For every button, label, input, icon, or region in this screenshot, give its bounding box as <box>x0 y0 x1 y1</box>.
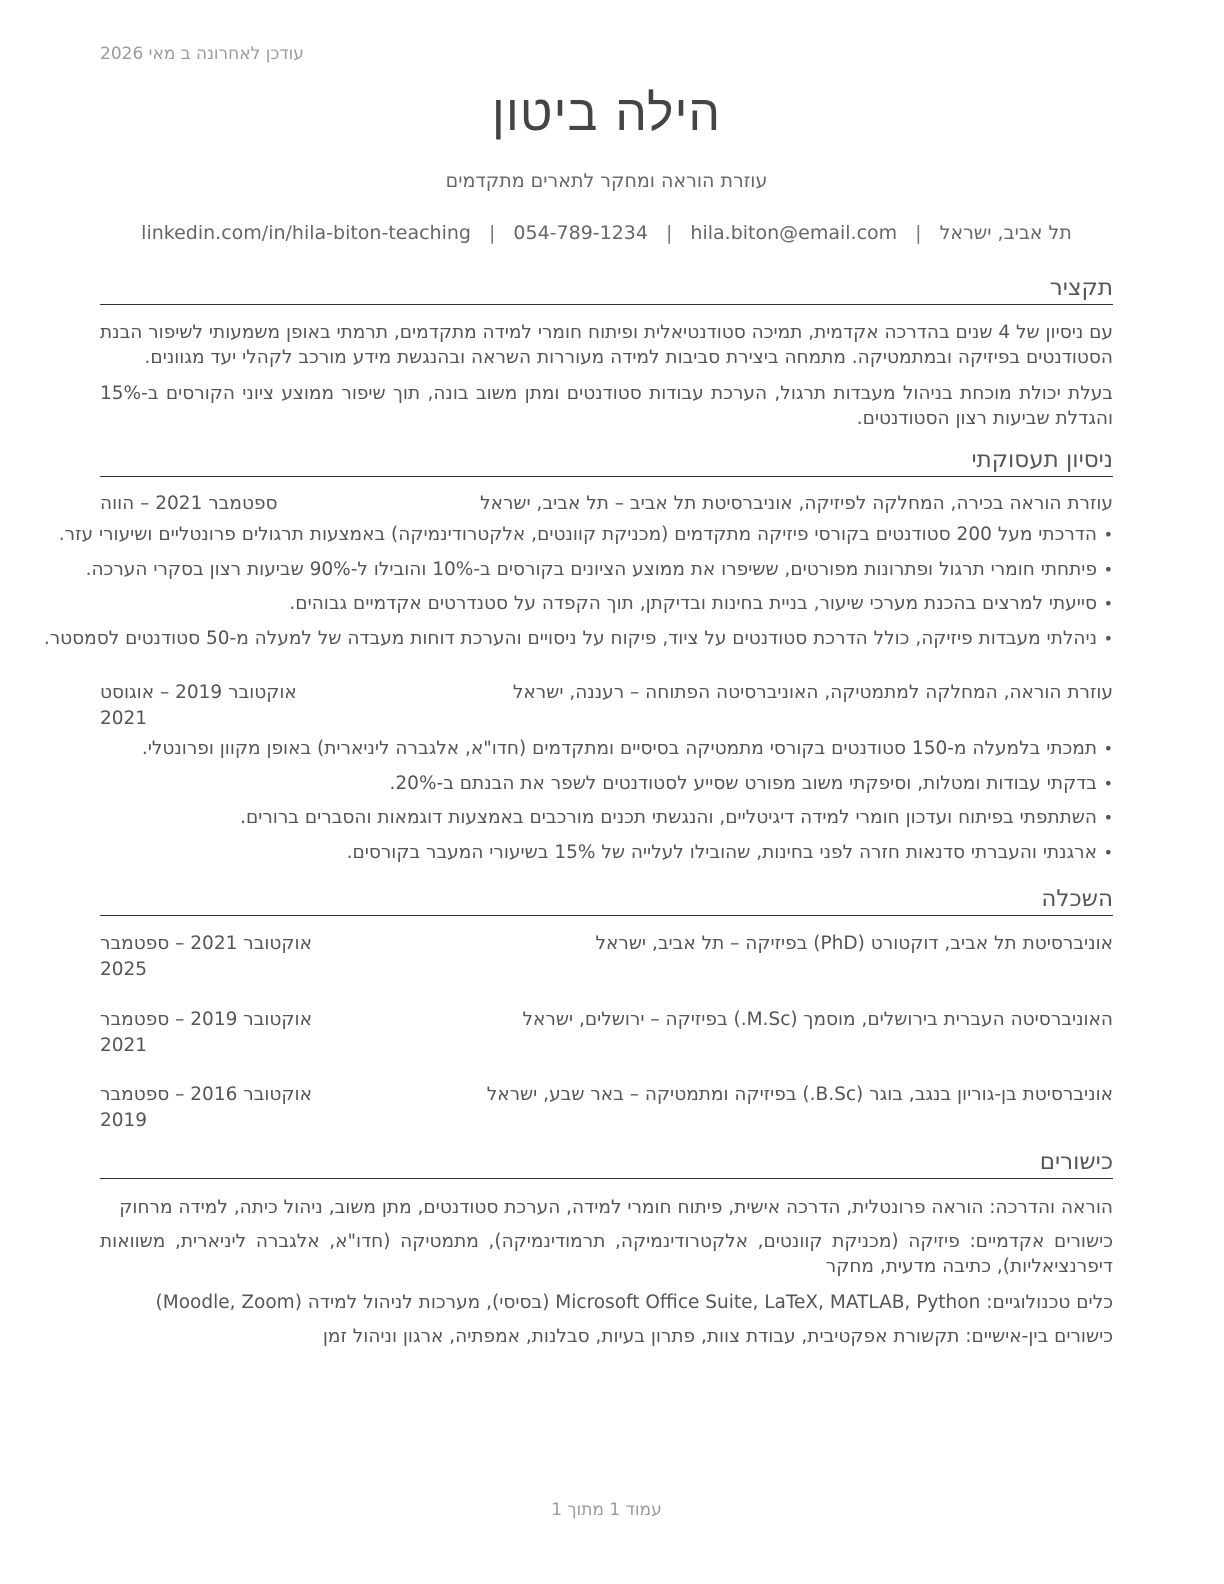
job-bullets <box>100 736 1113 874</box>
contact-email[interactable]: hila.biton@email.com <box>690 222 898 244</box>
education-date <box>100 1082 334 1134</box>
education-degree: אוניברסיטת בן-גוריון בנגב, בוגר (B.Sc.) בפיזיקה ומתמטיקה – באר שבע, ישראל <box>486 1084 1113 1105</box>
job-bullet: • בדקתי עבודות ומטלות, וסיפקתי משוב מפורט שסייע לסטודנטים לשפר את הבנתם ב-20%. <box>100 771 1113 797</box>
job-bullet: • ארגנתי והעברתי סדנאות חזרה לפני בחינות, שהובילו לעלייה של 15% בשיעורי המעבר בקורסים. <box>100 840 1113 866</box>
section-heading-experience: ניסיון תעסוקתי <box>100 445 1113 477</box>
education-item <box>100 1082 1113 1134</box>
section-heading-skills: כישורים <box>100 1147 1113 1179</box>
education-item <box>100 931 1113 983</box>
last-updated: עודכן לאחרונה ב מאי 2026 <box>100 44 304 64</box>
education-item <box>100 1007 1113 1059</box>
skills-line: הוראה והדרכה: הוראה פרונטלית, הדרכה אישית, פיתוח חומרי למידה, הערכת סטודנטים, מתן משוב, ניהול כיתה, למידה מרחוק <box>119 1197 1113 1218</box>
section-heading-education: השכלה <box>100 884 1113 916</box>
candidate-title: עוזרת הוראה ומחקר לתארים מתקדמים <box>445 170 768 192</box>
job-date-line: אוקטובר 2019 – אוגוסט <box>100 682 297 703</box>
job-bullets <box>43 522 1113 660</box>
job-date: ספטמבר 2021 – הווה <box>100 493 278 514</box>
summary-paragraph: עם ניסיון של 4 שנים בהדרכה אקדמית, תמיכה סטודנטיאלית ופיתוח חומרי למידה מתקדמים, תרמתי באופן משמעותי לשיפור הבנת הסטודנטים בפיזיקה ובמתמטיקה. מתמחה ביצירת סביבות למידה מעוררות השראה ובהנגשת מידע מורכב לקהלי יעד מגוונים. <box>100 322 1113 368</box>
job-date-line: 2021 <box>100 708 148 729</box>
section-heading-summary: תקציר <box>100 273 1113 305</box>
education-date-line: אוקטובר 2019 – ספטמבר <box>100 1009 312 1030</box>
job-date <box>100 680 334 732</box>
education-date-line: אוקטובר 2016 – ספטמבר <box>100 1084 312 1105</box>
candidate-name: הילה ביטון <box>491 84 722 142</box>
contact-phone[interactable]: 054-789-1234 <box>513 222 648 244</box>
contact-linkedin[interactable]: linkedin.com/in/hila-biton-teaching <box>141 222 471 244</box>
education-date-line: 2025 <box>100 959 148 980</box>
job-bullet: • ניהלתי מעבדות פיזיקה, כולל הדרכת סטודנטים על ציוד, פיקוח על ניסויים והערכת דוחות מעבדה של למעלה מ-50 סטודנטים לסמסטר. <box>100 626 1113 652</box>
contact-line <box>100 222 1113 244</box>
skills-line: כישורים אקדמיים: פיזיקה (מכניקת קוונטים, אלקטרודינמיקה, תרמודינמיקה), מתמטיקה (חדו"א, אלגברה ליניארית, משוואות דיפרנציאליות), כתיבה מדעית, מחקר <box>100 1231 1113 1277</box>
education-degree: אוניברסיטת תל אביב, דוקטורט (PhD) בפיזיקה – תל אביב, ישראל <box>595 933 1113 954</box>
job-bullet: • פיתחתי חומרי תרגול ופתרונות מפורטים, ששיפרו את ממוצע הציונים בקורסים ב-10% והובילו ל-90% שביעות רצון בסקרי הערכה. <box>100 557 1113 583</box>
job-bullet: • סייעתי למרצים בהכנת מערכי שיעור, בניית בחינות ובדיקתן, תוך הקפדה על סטנדרטים אקדמיים גבוהים. <box>100 591 1113 617</box>
job-header <box>100 491 1113 517</box>
skills-line: כישורים בין-אישיים: תקשורת אפקטיבית, עבודת צוות, פתרון בעיות, סבלנות, אמפתיה, ארגון וניהול זמן <box>322 1326 1113 1347</box>
job-title: עוזרת הוראה, המחלקה למתמטיקה, האוניברסיטה הפתוחה – רעננה, ישראל <box>512 682 1113 703</box>
education-date <box>100 1007 334 1059</box>
resume-page <box>43 0 1113 1584</box>
summary-paragraph: בעלת יכולת מוכחת בניהול מעבדות תרגול, הערכת עבודות סטודנטים ומתן משוב בונה, תוך שיפור ממוצע ציוני הקורסים ב-15% והגדלת שביעות רצון הסטודנטים. <box>100 383 1113 429</box>
education-date-line: 2021 <box>100 1035 148 1056</box>
education-degree: האוניברסיטה העברית בירושלים, מוסמך (M.Sc.) בפיזיקה – ירושלים, ישראל <box>522 1009 1113 1030</box>
job-bullet: • הדרכתי מעל 200 סטודנטים בקורסי פיזיקה מתקדמים (מכניקת קוונטים, אלקטרודינמיקה) באמצעות תרגולים פרונטליים ושיעורי עזר. <box>100 522 1113 548</box>
contact-separator: | <box>666 222 673 244</box>
page-number: עמוד 1 מתוך 1 <box>551 1500 662 1520</box>
job-bullet: • תמכתי בלמעלה מ-150 סטודנטים בקורסי מתמטיקה בסיסיים ומתקדמים (חדו"א, אלגברה ליניארית) באופן מקוון ופרונטלי. <box>100 736 1113 762</box>
contact-location: תל אביב, ישראל <box>939 222 1072 244</box>
contact-separator: | <box>915 222 922 244</box>
education-date-line: 2019 <box>100 1110 148 1131</box>
job-bullet: • השתתפתי בפיתוח ועדכון חומרי למידה דיגיטליים, והנגשתי תכנים מורכבים באמצעות דוגמאות והסברים ברורים. <box>100 805 1113 831</box>
skills-line: כלים טכנולוגיים: Microsoft Office Suite, LaTeX, MATLAB, Python (בסיסי), מערכות לניהול למידה (Moodle, Zoom) <box>155 1292 1113 1313</box>
contact-separator: | <box>488 222 496 244</box>
education-date-line: אוקטובר 2021 – ספטמבר <box>100 933 312 954</box>
education-date <box>100 931 334 983</box>
job-title: עוזרת הוראה בכירה, המחלקה לפיזיקה, אוניברסיטת תל אביב – תל אביב, ישראל <box>480 493 1113 514</box>
job-header <box>100 680 1113 732</box>
